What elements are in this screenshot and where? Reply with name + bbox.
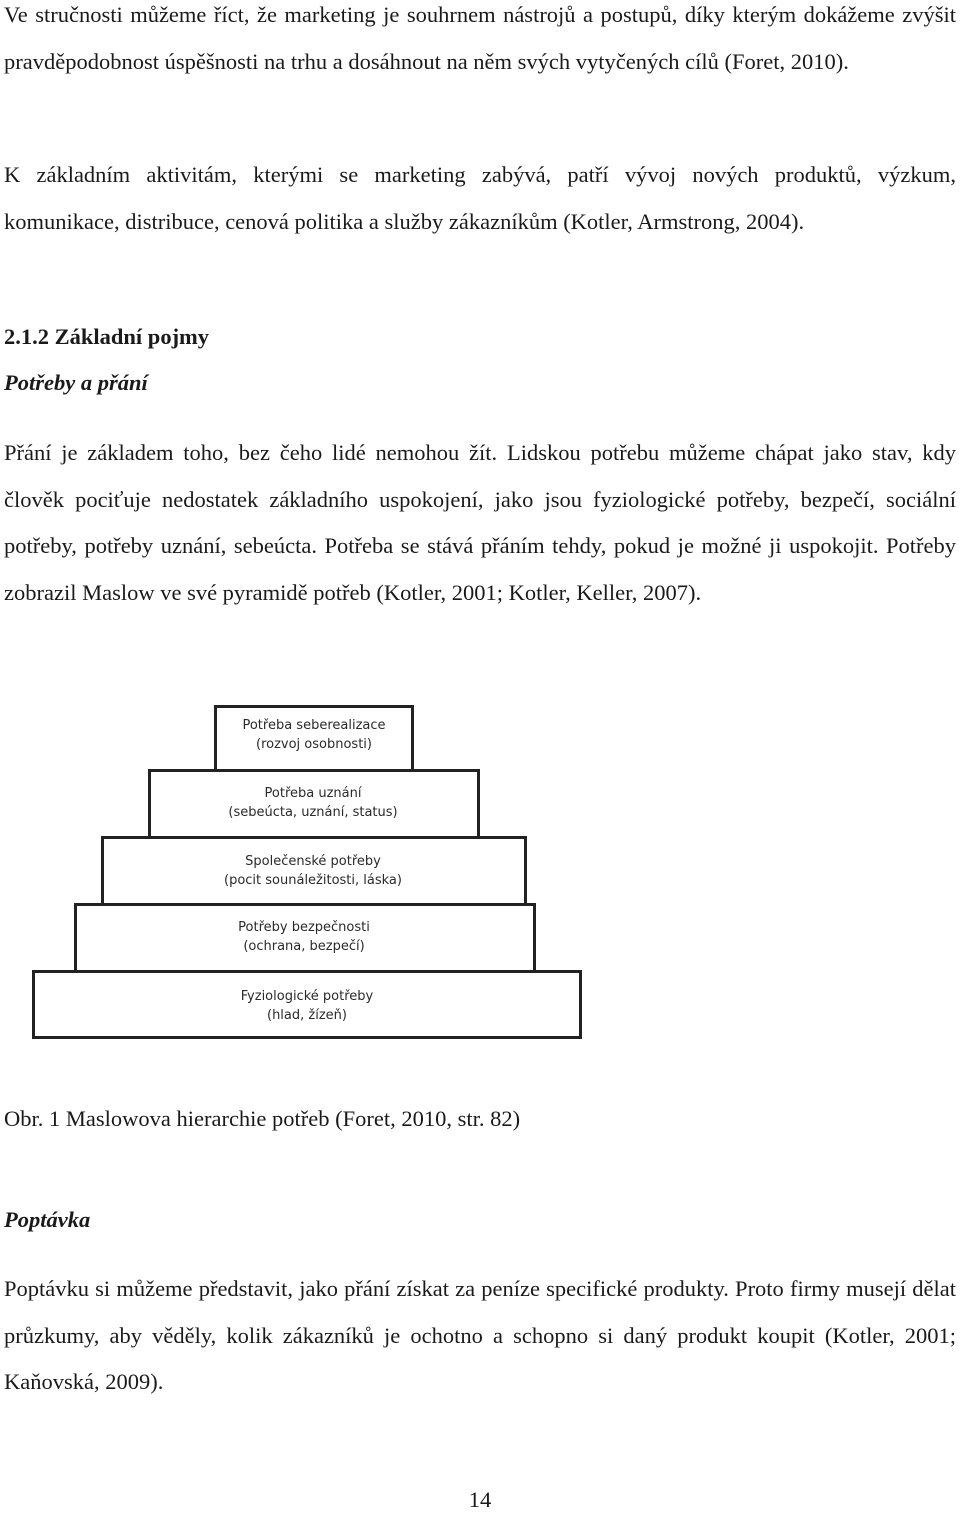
pyramid-base-line [32, 1036, 582, 1039]
pyramid-level-5-label: Fyziologické potřeby (hlad, žízeň) [240, 989, 374, 1023]
intro-paragraph: Ve stručnosti můžeme říct, že marketing je souhrnem nástrojů a postupů, díky kterým dokážeme zvýšit pravděpodobnost úspěšnosti na trhu a dosáhnout na něm svých vytyčených cílů (Foret, 2010). [4, 2, 956, 74]
pyramid-level-3-label: Společenské potřeby (pocit sounáležitosti, láska) [224, 854, 402, 888]
demand-paragraph: Poptávku si můžeme představit, jako přání získat za peníze specifické produkty. Proto firmy musejí dělat průzkumy, aby věděly, kolik zákazníků je ochotno a schopno si daný produkt koupit (Kotler, 2001; Kaňovská, 2009). [4, 1276, 956, 1394]
section-heading: 2.1.2 Základní pojmy [4, 324, 210, 349]
subheading-demand: Poptávka [4, 1207, 91, 1232]
subheading-needs: Potřeby a přání [4, 370, 148, 395]
activities-paragraph: K základním aktivitám, kterými se marketing zabývá, patří vývoj nových produktů, výzkum, komunikace, distribuce, cenová politika a služby zákazníkům (Kotler, Armstrong, 2004). [4, 162, 956, 234]
maslow-pyramid-figure [0, 690, 960, 1050]
pyramid-level-4-label: Potřeby bezpečnosti (ochrana, bezpečí) [238, 920, 370, 954]
needs-paragraph: Přání je základem toho, bez čeho lidé nemohou žít. Lidskou potřebu můžeme chápat jako stav, kdy člověk pociťuje nedostatek základního uspokojení, jako jsou fyziologické potřeby, bezpečí, sociální potřeby, potřeby uznání, sebeúcta. Potřeba se stává přáním tehdy, pokud je možné ji uspokojit. Potřeby zobrazil Maslow ve své pyramidě potřeb (Kotler, 2001; Kotler, Keller, 2007). [4, 440, 956, 605]
page-number: 14 [468, 1487, 492, 1512]
pyramid-level-2-label: Potřeba uznání (sebeúcta, uznání, status) [228, 786, 398, 820]
pyramid-level-1-label: Potřeba seberealizace (rozvoj osobnosti) [242, 718, 386, 752]
figure-caption: Obr. 1 Maslowova hierarchie potřeb (Foret, 2010, str. 82) [4, 1106, 521, 1131]
